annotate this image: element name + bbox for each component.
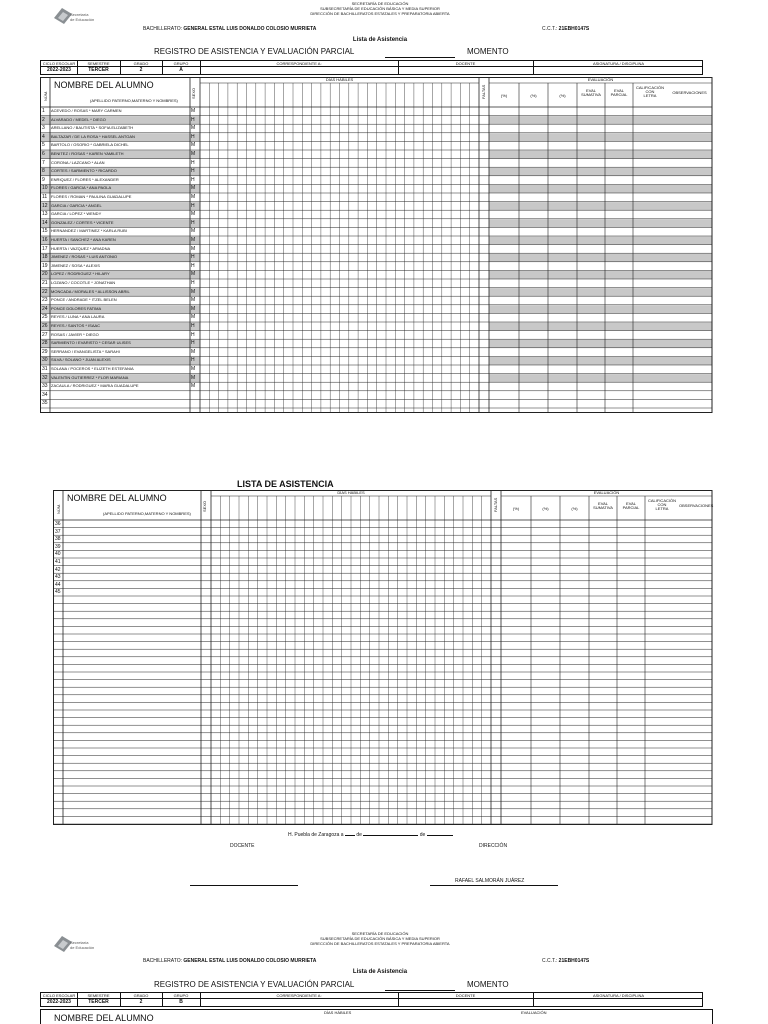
logo-block	[52, 6, 112, 28]
eval-sumativa-1: EVAL	[598, 501, 608, 506]
label-asignatura-2: ASIGNATURA / DISCIPLINA	[592, 993, 645, 998]
row-number: 23	[42, 297, 48, 304]
date-de-2: de	[419, 832, 426, 838]
student-name: GARCIA / LOPEZ * WENDY	[51, 211, 102, 217]
row-shade	[489, 237, 712, 245]
row-shade	[489, 340, 712, 348]
row-number: 40	[55, 551, 61, 558]
student-name: ENRIQUEZ / FLORES * ALEXANDER	[51, 176, 119, 182]
observaciones-header: OBSERVACIONES	[679, 503, 714, 508]
row-number: 41	[55, 559, 61, 565]
student-name: BALTAZAR / DE LA ROSA * HASSEL ANTOAN	[51, 133, 135, 139]
logo-block-2	[52, 934, 112, 956]
row-number: 8	[42, 168, 45, 175]
student-sex: M	[191, 228, 196, 235]
eval-parcial-2: PARCIAL	[610, 92, 628, 97]
table-header-3	[40, 1009, 713, 1024]
row-shade	[489, 374, 712, 382]
institution-line-1: SECRETARÍA DE EDUCACIÓN	[351, 1, 409, 6]
eval-parcial-1: EVAL	[626, 501, 636, 506]
director-name: RAFAEL SALMORÁN JUÁREZ	[455, 878, 525, 884]
row-number: 1	[42, 108, 45, 114]
row-number: 13	[42, 211, 48, 218]
student-name: HUERTA / SANCHEZ * ANA KAREN	[51, 237, 116, 242]
row-number: 26	[42, 323, 48, 329]
list-title-2: Lista de Asistencia	[352, 969, 408, 975]
label-ciclo-2: CICLO ESCOLAR	[42, 993, 76, 998]
row-number: 12	[42, 202, 48, 209]
student-name: HERNANDEZ / MARTINEZ * KARLA RUBI	[51, 228, 127, 234]
docente-label: DOCENTE	[230, 843, 255, 849]
row-number: 34	[42, 391, 48, 398]
institution-header-2	[230, 931, 530, 946]
student-name: FLORES / GARCIA * ANA PAOLA	[51, 185, 112, 191]
student-name: BENITEZ / ROSAS * KAREN YAMILETH	[51, 151, 124, 156]
student-name: CORONA / LAZCANO * ALAN	[51, 159, 105, 165]
registry-title-2: REGISTRO DE ASISTENCIA Y EVALUACIÓN PARCIAL	[154, 980, 355, 989]
percent-header: (%)	[530, 93, 537, 98]
row-number: 5	[42, 142, 45, 149]
grupo-value-2: B	[179, 999, 183, 1005]
student-name: LOZANO / COCOTLE * JONATHAN	[51, 280, 116, 285]
row-shade	[489, 151, 712, 159]
row-number: 45	[55, 589, 61, 596]
row-shade	[489, 271, 712, 279]
semestre-value-2: TERCER	[88, 999, 109, 1005]
student-sex: H	[191, 116, 195, 123]
row-shade	[489, 288, 712, 296]
label-grupo-2: GRUPO	[173, 993, 189, 998]
label-correspondiente: CORRESPONDIENTE A:	[276, 61, 322, 66]
attendance-table-2	[53, 490, 713, 825]
label-ciclo: CICLO ESCOLAR	[42, 61, 76, 66]
evaluacion-header: EVALUACIÓN	[587, 77, 614, 82]
student-sex: M	[191, 314, 196, 321]
row-shade	[489, 202, 712, 210]
student-name: ROSAS / JAVIER * DIEGO	[51, 331, 99, 337]
row-number: 21	[42, 280, 48, 286]
row-shade	[489, 133, 712, 141]
label-asignatura: ASIGNATURA / DISCIPLINA	[592, 61, 645, 66]
row-number: 18	[42, 254, 48, 261]
calificacion-2: CON	[657, 502, 667, 507]
dias-habiles-header: DÍAS HÁBILES	[337, 490, 365, 495]
cct-label-2: C.C.T.:	[542, 958, 558, 964]
grado-value-2: 2	[139, 999, 143, 1005]
observaciones-header: OBSERVACIONES	[672, 90, 707, 95]
row-number: 25	[42, 314, 48, 321]
logo-text-2: de Educación	[70, 17, 95, 22]
school-name: GENERAL ESTAL LUIS DONALDO COLOSIO MURRIETA	[183, 26, 317, 32]
student-sex: M	[191, 125, 196, 132]
row-number: 14	[42, 219, 48, 226]
student-sex: H	[191, 254, 195, 261]
ciclo-value: 2022-2023	[47, 67, 71, 73]
evaluacion-header: EVALUACIÓN	[593, 490, 620, 495]
school-row	[143, 26, 316, 32]
student-name: GONZALEZ / CORTES * VICENTE	[51, 219, 114, 225]
row-shade	[489, 254, 712, 262]
momento-label-2: MOMENTO	[467, 980, 509, 989]
student-name: HUERTA / VAZQUEZ * ARIADNA	[51, 245, 111, 251]
row-number: 37	[55, 528, 61, 535]
row-number: 30	[42, 357, 48, 364]
percent-header: (%)	[512, 506, 520, 511]
student-name: SARMIENTO / EVARISTO * CESAR ULISES	[51, 340, 131, 346]
row-number: 3	[42, 125, 45, 132]
student-sex: H	[191, 176, 195, 183]
school-label: BACHILLERATO:	[143, 26, 182, 32]
student-name: REYES / SANTOS * ISAAC	[51, 323, 101, 328]
student-name: BARTOLO / OSORIO * GABRIELA DICHEL	[51, 142, 129, 148]
student-sex: H	[191, 280, 195, 286]
student-name: VALENTIN GUTIERREZ * FLOR MARIANA	[51, 374, 129, 380]
logo-text-1: Secretaría	[70, 12, 89, 17]
student-sex: H	[191, 331, 195, 338]
percent-header: (%)	[571, 506, 578, 511]
student-name: JIMENEZ / SOSA * ALEXIS	[51, 262, 100, 268]
faltas-header: FALTAS	[493, 497, 498, 512]
student-sex: M	[191, 374, 196, 381]
label-correspondiente-2: CORRESPONDIENTE A:	[276, 993, 322, 998]
student-name: ZACAULA / RODRIGUEZ * MARIA GUADALUPE	[51, 383, 139, 389]
row-number: 28	[42, 340, 48, 347]
dias-habiles-header: DÍAS HÁBILES	[325, 77, 354, 82]
percent-header: (%)	[559, 93, 566, 98]
student-sex: H	[191, 357, 195, 364]
logo-text-1b: Secretaría	[70, 940, 89, 945]
student-sex: M	[191, 245, 196, 252]
list-title: Lista de Asistencia	[352, 37, 408, 43]
cct-label: C.C.T.:	[542, 26, 558, 32]
student-sex: M	[191, 237, 196, 243]
student-sex: M	[191, 383, 196, 390]
row-number: 20	[42, 271, 48, 278]
student-sex: H	[191, 202, 195, 209]
school-name-2: GENERAL ESTAL LUIS DONALDO COLOSIO MURRIETA	[183, 958, 317, 964]
row-number: 10	[42, 185, 48, 192]
direccion-signature-line	[430, 885, 558, 886]
student-sex: M	[191, 142, 196, 149]
school-label-2: BACHILLERATO:	[143, 958, 182, 964]
date-de-1: de	[356, 832, 362, 838]
row-number: 24	[42, 305, 48, 312]
calificacion-2: CON	[645, 89, 655, 94]
name-title: NOMBRE DEL ALUMNO	[54, 80, 154, 90]
row-number: 16	[42, 237, 48, 243]
name-subtitle: (APELLIDO PATERNO,MATERNO Y NOMBRES)	[90, 98, 178, 103]
student-sex: M	[191, 151, 196, 157]
row-shade	[489, 168, 712, 176]
info-row	[40, 60, 703, 75]
institution-line-2b: SUBSECRETARÍA DE EDUCACIÓN BÁSICA Y MEDIA SUPERIOR	[320, 936, 440, 941]
row-shade	[489, 305, 712, 313]
momento-line-2	[385, 990, 455, 991]
calificacion-3: LETRA	[655, 506, 669, 511]
num-header: NÚM.	[43, 90, 48, 101]
row-number: 44	[55, 581, 61, 588]
docente-signature-line	[190, 885, 298, 886]
row-number: 35	[42, 400, 48, 407]
student-name: FLORES / ROMAN * PAULINA GUADALUPE	[51, 194, 132, 199]
row-shade	[489, 219, 712, 227]
label-docente-2: DOCENTE	[455, 993, 476, 998]
row-number: 39	[55, 543, 61, 550]
student-sex: H	[191, 323, 195, 329]
row-number: 6	[42, 151, 45, 157]
student-sex: M	[191, 366, 196, 372]
momento-label: MOMENTO	[467, 47, 509, 56]
label-grupo: GRUPO	[173, 61, 189, 66]
label-docente: DOCENTE	[455, 61, 476, 66]
student-name: SOLANA / POCEROS * ELIZETH ESTEFANIA	[51, 366, 134, 371]
institution-line-1b: SECRETARÍA DE EDUCACIÓN	[351, 931, 409, 936]
place-text: H. Puebla de Zaragoza a	[288, 832, 344, 838]
row-number: 31	[42, 366, 48, 372]
name-title: NOMBRE DEL ALUMNO	[67, 493, 167, 503]
logo-text-2b: de Educación	[70, 945, 95, 950]
eval-parcial-1: EVAL	[614, 88, 624, 93]
student-sex: M	[191, 194, 196, 200]
direccion-label: DIRECCIÓN	[479, 843, 508, 849]
row-number: 36	[55, 521, 61, 527]
row-shade	[489, 185, 712, 193]
ciclo-value-2: 2022-2023	[47, 999, 71, 1005]
row-number: 7	[42, 159, 45, 166]
row-number: 43	[55, 574, 61, 581]
student-sex: M	[191, 288, 196, 295]
row-number: 9	[42, 176, 45, 183]
evaluacion-label-3: EVALUACIÓN	[521, 1010, 547, 1015]
info-row-2	[40, 992, 703, 1007]
sexo-header: SEXO	[191, 87, 196, 99]
row-number: 15	[42, 228, 48, 235]
registry-title: REGISTRO DE ASISTENCIA Y EVALUACIÓN PARCIAL	[154, 47, 355, 56]
student-sex: M	[191, 297, 196, 304]
student-sex: H	[191, 219, 195, 226]
grupo-value: A	[179, 67, 183, 73]
student-sex: H	[191, 133, 195, 140]
eval-sumativa-2: SUMATIVA	[581, 92, 601, 97]
student-name: MONCADA / MORALES * ALLISSON ABRIL	[51, 288, 130, 294]
momento-line	[385, 57, 455, 58]
row-number: 32	[42, 374, 48, 381]
row-number: 2	[42, 116, 45, 123]
label-grado: GRADO	[133, 61, 149, 66]
label-grado-2: GRADO	[133, 993, 149, 998]
name-subtitle: (APELLIDO PATERNO,MATERNO Y NOMBRES)	[103, 511, 191, 516]
faltas-header: FALTAS	[481, 84, 486, 99]
row-number: 33	[42, 383, 48, 390]
row-number: 19	[42, 262, 48, 269]
row-number: 17	[42, 245, 48, 252]
student-name: JIMENEZ / ROSAS * LUIS ANTONIO	[51, 254, 118, 260]
cct-value-2: 21EBH0147S	[558, 958, 590, 964]
eval-parcial-2: PARCIAL	[622, 505, 640, 510]
row-number: 27	[42, 331, 48, 338]
student-name: ALVARADO / MEDEL * DIEGO	[51, 116, 106, 122]
row-number: 38	[55, 536, 61, 543]
row-number: 11	[42, 194, 48, 200]
student-sex: M	[191, 211, 196, 218]
student-name: GARCIA / GARCIA * ANGEL	[51, 202, 102, 208]
student-name: SERRANO / EVANGELISTA * SARAHI	[51, 348, 120, 354]
cct-value: 21EBH0147S	[558, 26, 590, 32]
student-name: REYES / LUNA * ANA LAURA	[51, 314, 105, 320]
label-semestre-2: SEMESTRE	[87, 993, 110, 998]
institution-line-3: DIRECCIÓN DE BACHILLERATOS ESTATALES Y PREPARATORIA ABIERTA	[310, 11, 450, 16]
cct-row	[542, 26, 589, 32]
institution-header	[230, 1, 530, 16]
row-number: 29	[42, 348, 48, 355]
institution-line-2: SUBSECRETARÍA DE EDUCACIÓN BÁSICA Y MEDIA SUPERIOR	[320, 6, 440, 11]
student-name: ACEVEDO / ROSAS * MARY CARMEN	[51, 108, 122, 113]
sexo-header: SEXO	[202, 500, 207, 512]
row-number: 22	[42, 288, 48, 295]
eval-sumativa-2: SUMATIVA	[593, 505, 613, 510]
student-name: PONCE DOLORES FATIMA	[51, 305, 102, 311]
school-row-2	[143, 958, 316, 964]
institution-line-3b: DIRECCIÓN DE BACHILLERATOS ESTATALES Y PREPARATORIA ABIERTA	[310, 941, 450, 946]
student-sex: H	[191, 262, 195, 269]
grado-value: 2	[139, 67, 143, 73]
student-name: ARELLANO / BAUTISTA * SOFIA ELIZABETH	[51, 125, 134, 131]
row-shade	[489, 323, 712, 331]
student-sex: M	[191, 185, 196, 192]
student-sex: M	[191, 305, 196, 312]
attendance-table-1	[40, 77, 713, 413]
semestre-value: TERCER	[88, 67, 109, 73]
num-header: NÚM.	[56, 503, 61, 514]
calificacion-3: LETRA	[643, 93, 657, 98]
student-sex: M	[191, 108, 196, 114]
name-title-3: NOMBRE DEL ALUMNO	[54, 1013, 154, 1023]
percent-header: (%)	[500, 93, 508, 98]
student-name: LOPEZ / RODRIGUEZ * HILARY	[51, 271, 110, 277]
student-name: PONCE / ANDRADE * ITZEL BELEN	[51, 297, 117, 303]
calificacion-1: CALIFICACIÓN	[647, 498, 676, 503]
cct-row-2	[542, 958, 589, 964]
row-shade	[489, 357, 712, 365]
student-sex: M	[191, 271, 196, 278]
page2-title: LISTA DE ASISTENCIA	[237, 479, 334, 489]
student-name: SILVA / SOLANO * JUAN ALEXIS	[51, 357, 111, 363]
student-sex: M	[191, 348, 196, 355]
row-number: 42	[55, 566, 61, 573]
student-sex: H	[191, 159, 195, 166]
percent-header: (%)	[542, 506, 549, 511]
place-date-line	[288, 832, 453, 838]
student-sex: H	[191, 168, 195, 175]
row-shade	[489, 116, 712, 124]
calificacion-1: CALIFICACIÓN	[635, 85, 664, 90]
eval-sumativa-1: EVAL	[586, 88, 596, 93]
row-number: 4	[42, 133, 45, 140]
label-semestre: SEMESTRE	[87, 61, 110, 66]
dias-label-3: DÍAS HÁBILES	[324, 1010, 352, 1015]
student-sex: H	[191, 340, 195, 347]
student-name: CORTES / SARMIENTO * RICARDO	[51, 168, 117, 174]
